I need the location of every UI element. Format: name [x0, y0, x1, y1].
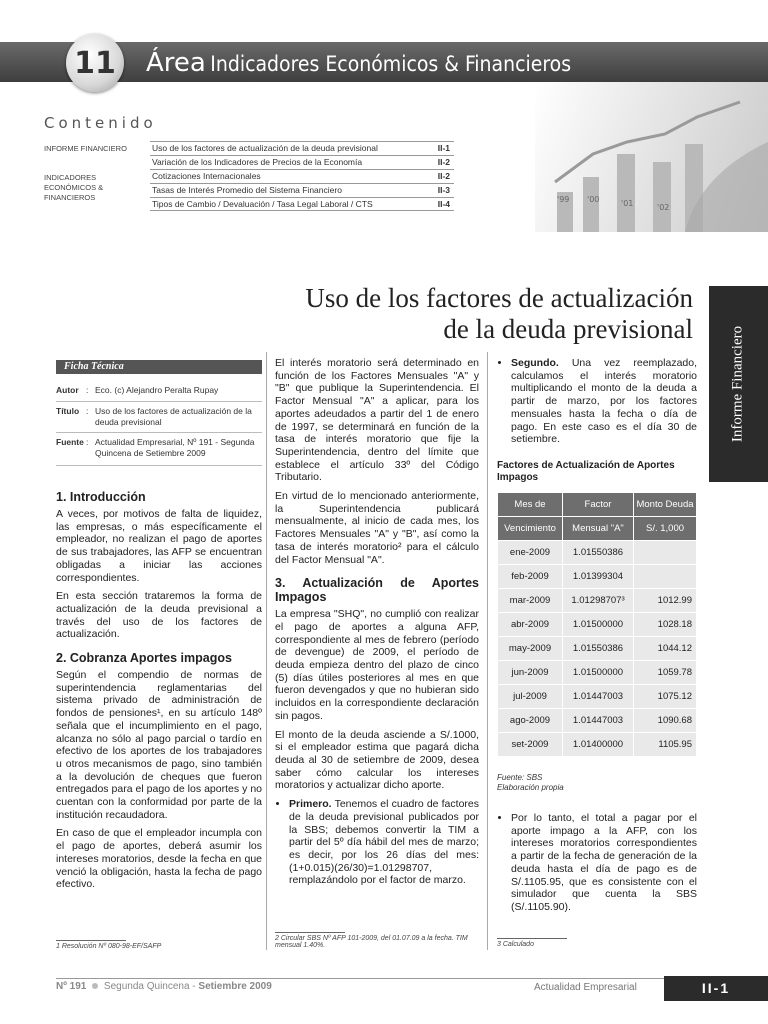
ficha-value: Eco. (c) Alejandro Peralta Rupay	[95, 385, 219, 395]
photo-bar	[653, 162, 671, 232]
article-title-line1: Uso de los factores de actualización	[305, 283, 693, 313]
toc-category: INDICADORES ECONÓMICOS & FINANCIEROS	[44, 173, 104, 202]
table-row	[498, 685, 697, 709]
ficha-fuente	[56, 437, 262, 461]
column-1	[56, 490, 262, 897]
bullet-list	[497, 357, 697, 446]
table-title: Factores de Actualización de Aportes Impagos	[497, 460, 675, 483]
column-3-bottom	[497, 812, 697, 920]
table-cell: 1.01399304	[563, 565, 634, 589]
photo-bar	[583, 177, 599, 232]
footnote: 3 Calculado	[497, 941, 534, 948]
bullet-dot-icon	[92, 983, 98, 989]
column-divider	[487, 352, 488, 950]
section-title	[146, 48, 571, 78]
section-heading: 3. Actualización de Aportes Impagos	[275, 576, 479, 605]
toc-category: INFORME FINANCIERO	[44, 144, 127, 153]
table-header: Factor	[563, 493, 634, 517]
toc-row[interactable]	[150, 197, 454, 211]
divider	[56, 465, 262, 466]
paragraph: En virtud de lo mencionado anteriormente, la Superintendencia publicará mensualmente, al inicio de cada mes, los Factores Mensuales "A" y "B", así como la tasa de interés moratorio² para el cálculo del Factor Mensual "A".	[275, 490, 479, 566]
column-divider	[266, 352, 267, 950]
ficha-value: Uso de los factores de actualización de la deuda previsional	[95, 406, 252, 427]
ficha-label: Autor	[56, 385, 79, 395]
photo-trend-line	[555, 102, 740, 182]
footer-issue-date: Setiembre 2009	[198, 981, 272, 992]
header-photo	[535, 82, 768, 232]
table-cell: ene-2009	[498, 541, 563, 565]
footnote-rule	[56, 940, 126, 941]
table-row	[498, 589, 697, 613]
table-cell: jul-2009	[498, 685, 563, 709]
table-cell: 1075.12	[634, 685, 697, 709]
section-heading: 1. Introducción	[56, 490, 146, 504]
footer-rule	[56, 978, 768, 979]
bullet-list	[497, 812, 697, 914]
table-cell: 1.01298707³	[563, 589, 634, 613]
paragraph: En caso de que el empleador incumpla con el pago de aportes, deberá asumir los intereses moratorios, desde la fecha en que venció la obligación, hasta la fecha de pago efectivo.	[56, 827, 262, 891]
bullet-label: Primero.	[289, 798, 332, 811]
toc-row-title: Tasas de Interés Promedio del Sistema Financiero	[152, 185, 342, 195]
ficha-colon: :	[86, 385, 89, 395]
column-2	[275, 357, 479, 893]
table-cell: 1044.12	[634, 637, 697, 661]
bullet-list	[275, 798, 479, 887]
ficha-label: Fuente	[56, 437, 84, 447]
table-header: Mes de	[498, 493, 563, 517]
toc-row[interactable]	[150, 183, 454, 196]
photo-tick: '01	[621, 199, 634, 208]
table-cell: 1.01500000	[563, 661, 634, 685]
table-subheader: S/. 1,000	[634, 517, 697, 541]
bullet-item	[289, 798, 479, 887]
article-title	[190, 283, 693, 345]
table-source-line: Fuente: SBS	[497, 773, 543, 782]
toc-row-title: Tipos de Cambio / Devaluación / Tasa Legal Laboral / CTS	[152, 199, 373, 209]
column-3-top	[497, 357, 697, 452]
table-cell: set-2009	[498, 733, 563, 757]
factor-table	[497, 492, 697, 757]
table-cell: 1.01400000	[563, 733, 634, 757]
paragraph: En esta sección trataremos la forma de actualización de la deuda previsional a través del uso de los factores de actualización.	[56, 590, 262, 641]
bullet-text: Una vez reemplazado, calculamos el interés moratorio multiplicando el monto de la deuda a partir de marzo, por los factores mensuales hasta la fecha o día de pago. En este caso es el día 30 de setiembre.	[511, 357, 697, 446]
side-tab	[709, 286, 768, 482]
ficha-label: Título	[56, 406, 80, 416]
table-subheader: Mensual "A"	[563, 517, 634, 541]
table-cell: 1012.99	[634, 589, 697, 613]
table-cell: may-2009	[498, 637, 563, 661]
table-cell: 1028.18	[634, 613, 697, 637]
paragraph: El monto de la deuda asciende a S/.1000, si el empleador estima que pagará dicha deuda al 30 de setiembre de 2009, desea saber cómo calcular los intereses moratorios y actualizar dicho aporte.	[275, 728, 479, 792]
toc-row-title: Cotizaciones Internacionales	[152, 171, 261, 181]
ficha-titulo	[56, 406, 262, 430]
bullet-item	[511, 357, 697, 446]
ficha-autor	[56, 385, 262, 397]
table-row	[498, 661, 697, 685]
table-cell: 1059.78	[634, 661, 697, 685]
photo-tick: '99	[557, 195, 570, 204]
table-cell: 1.01447003	[563, 709, 634, 733]
paragraph: La empresa "SHQ", no cumplió con realizar el pago de aportes a alguna AFP, correspondiente al mes de febrero (período de devengue) de 2009, el período de deuda empieza dentro del plazo de cinco (5) días útiles posteriores al mes en que fueron devengados y que no hubieran sido incluidos en la correspondiente declaración sin pagos.	[275, 608, 479, 722]
toc-row[interactable]	[150, 169, 454, 182]
chapter-badge: 11	[66, 34, 124, 92]
paragraph: El interés moratorio será determinado en función de los Factores Mensuales "A" y "B" que publique la Superintendencia. El Factor Mensual "A" a aplicar, para los aportes adeudados a partir del 1 de enero de 1997, se determinará en función de la tasa de interés moratorio que fije la Superintendencia, dentro del límite que establece el artículo 33º del Código Tributario.	[275, 357, 479, 484]
photo-tick: '02	[657, 203, 670, 212]
footnote: 1 Resolución Nº 080-98-EF/SAFP	[56, 943, 162, 950]
table-row	[498, 733, 697, 757]
paragraph: A veces, por motivos de falta de liquidez, las empresas, o más específicamente el empleador, no realizan el pago de aportes de sus trabajadores, las AFP se encuentran obligadas a iniciar las acciones correspondientes.	[56, 508, 262, 584]
bar-chart-illustration	[535, 82, 768, 232]
table-row	[498, 541, 697, 565]
table-cell: abr-2009	[498, 613, 563, 637]
table-row	[498, 637, 697, 661]
photo-bar	[617, 154, 635, 232]
toc-row[interactable]	[150, 155, 454, 168]
table-cell: 1.01550386	[563, 541, 634, 565]
footnote-rule	[275, 932, 345, 933]
divider	[56, 432, 262, 433]
section-title-area: Área	[146, 48, 206, 78]
table-cell	[634, 565, 697, 589]
photo-tick: '00	[587, 195, 600, 204]
footer-issue-number: Nº 191	[56, 981, 87, 992]
table-source	[497, 773, 564, 793]
table-cell: 1105.95	[634, 733, 697, 757]
table-cell: jun-2009	[498, 661, 563, 685]
table-source-line: Elaboración propia	[497, 783, 564, 792]
table-row	[498, 565, 697, 589]
table-header-row	[498, 493, 697, 517]
toc-row-page: II-2	[437, 171, 450, 181]
footnote: 2 Circular SBS Nº AFP 101-2009, del 01.07.09 a la fecha. TIM mensual 1.40%.	[275, 935, 468, 949]
paragraph: Según el compendio de normas de superintendencia reglamentarias del sistema privado de administración de fondos de pensiones¹, en su artículo 148º señala que el incumplimiento en el pago, alcanza no sólo al pago parcial o tardío en efectivo de los aportes de los trabajadores u otros mecanismos de pago, sino también a la devolución de cheques que fueron entregados para el pago de los aportes y no cuentan con la conformidad por parte de la institución recaudadora.	[56, 669, 262, 821]
table-cell: 1.01447003	[563, 685, 634, 709]
bullet-item: • Por lo tanto, el total a pagar por el aporte impago a la AFP, con los intereses moratorios correspondientes a partir de la fecha de generación de la deuda hasta el día de pago es de S/.1105.95, que es consistente con el simulador que cuenta la SBS (S/.1105.90).	[511, 812, 697, 914]
toc-row-title: Uso de los factores de actualización de la deuda previsional	[152, 143, 378, 153]
toc-row-page: II-3	[437, 185, 450, 195]
table-cell: feb-2009	[498, 565, 563, 589]
divider	[56, 401, 262, 402]
table-cell: 1.01550386	[563, 637, 634, 661]
section-heading: 2. Cobranza Aportes impagos	[56, 651, 232, 666]
article-title-line2: de la deuda previsional	[443, 314, 693, 345]
footer-issue-period: Segunda Quincena -	[103, 981, 199, 992]
toc-row[interactable]	[150, 141, 454, 154]
footer-publication: Actualidad Empresarial	[534, 982, 637, 993]
contenido-title: Contenido	[44, 114, 157, 132]
side-tab-label: Informe Financiero	[729, 325, 746, 443]
ficha-value: Actualidad Empresarial, Nº 191 - Segunda Quincena de Setiembre 2009	[95, 437, 255, 458]
table-header: Monto Deuda	[634, 493, 697, 517]
table-cell: 1090.68	[634, 709, 697, 733]
table-cell: ago-2009	[498, 709, 563, 733]
table-row	[498, 709, 697, 733]
table-cell: mar-2009	[498, 589, 563, 613]
footer-issue	[56, 981, 272, 992]
ficha-tecnica-title: Ficha Técnica	[64, 361, 124, 372]
section-title-rest: Indicadores Económicos & Financieros	[210, 52, 572, 76]
toc-row-page: II-4	[437, 199, 450, 209]
table-subheader-row	[498, 517, 697, 541]
bullet-label: Segundo.	[511, 357, 559, 369]
ficha-colon: :	[86, 406, 89, 416]
table-cell	[634, 541, 697, 565]
table-subheader: Vencimiento	[498, 517, 563, 541]
toc-row-page: II-2	[437, 157, 450, 167]
toc-row-title: Variación de los Indicadores de Precios de la Economía	[152, 157, 363, 167]
footnote-rule	[497, 938, 567, 939]
ficha-tecnica-header	[56, 360, 262, 374]
toc-row-page: II-1	[437, 143, 450, 153]
bullet-text: Tenemos el cuadro de factores de la deuda previsional publicados por la SBS; debemos convertir la TIM a partir del 5º día hábil del mes de marzo; es decir, por los 26 días del mes: (1+0.015)(26/30)=1.01298707, remplazándolo por el factor de marzo.	[289, 798, 479, 887]
ficha-colon: :	[86, 437, 89, 447]
table-cell: 1.01500000	[563, 613, 634, 637]
page-number: II-1	[664, 976, 768, 1001]
table-row	[498, 613, 697, 637]
